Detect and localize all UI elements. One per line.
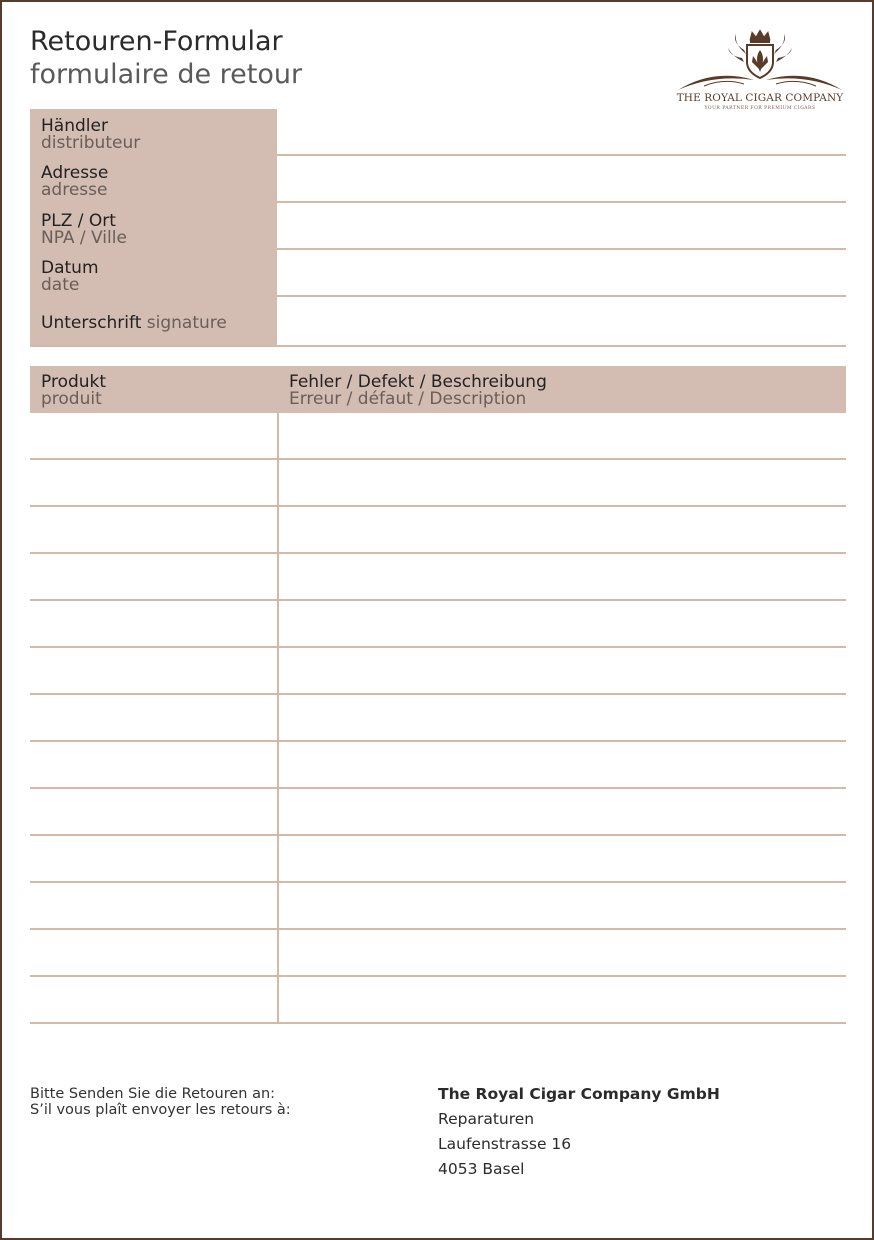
field-label-de: Unterschrift [41, 313, 142, 333]
column-divider [277, 648, 279, 695]
column-divider [277, 695, 279, 742]
field-label [41, 313, 227, 333]
instructions-de: Bitte Senden Sie die Retouren an: [30, 1086, 276, 1102]
column-divider [277, 601, 279, 648]
column-header-description-fr: Erreur / défaut / Description [289, 389, 527, 409]
table-header [30, 366, 846, 413]
table-row[interactable] [30, 507, 846, 554]
company-logo [674, 28, 846, 118]
info-bottom-rule [30, 345, 846, 347]
logo-wordmark: THE ROYAL CIGAR COMPANY [676, 92, 844, 104]
column-divider [277, 554, 279, 601]
table-row[interactable] [30, 977, 846, 1024]
crown-crest-icon [674, 28, 846, 92]
instructions-fr: S’il vous plaît envoyer les retours à: [30, 1102, 291, 1118]
table-row[interactable] [30, 554, 846, 601]
field-label: Händler [41, 116, 108, 136]
field-date[interactable] [30, 250, 846, 297]
table-row[interactable] [30, 695, 846, 742]
table-row[interactable] [30, 930, 846, 977]
column-divider [277, 742, 279, 789]
field-label-fr: distributeur [41, 133, 141, 153]
field-address[interactable] [30, 156, 846, 203]
column-divider [277, 460, 279, 507]
table-row[interactable] [30, 883, 846, 930]
table-row[interactable] [30, 789, 846, 836]
return-instructions [30, 1086, 291, 1118]
address-department: Reparaturen [438, 1110, 535, 1128]
page-subtitle: formulaire de retour [30, 59, 303, 90]
column-header-product-fr: produit [41, 389, 102, 409]
column-divider [277, 930, 279, 977]
table-row[interactable] [30, 742, 846, 789]
column-divider [277, 883, 279, 930]
column-divider [277, 789, 279, 836]
column-divider [277, 977, 279, 1024]
address-company: The Royal Cigar Company GmbH [438, 1085, 720, 1103]
table-row[interactable] [30, 648, 846, 695]
field-postal-city[interactable] [30, 203, 846, 250]
table-row[interactable] [30, 836, 846, 883]
field-label-fr: adresse [41, 180, 108, 200]
column-header-product: Produkt [41, 372, 107, 392]
column-divider [277, 413, 279, 460]
field-label-fr: date [41, 275, 80, 295]
return-address [438, 1082, 720, 1182]
field-label-fr: signature [146, 313, 227, 333]
logo-tagline: YOUR PARTNER FOR PREMIUM CIGARS [704, 106, 816, 111]
address-city: 4053 Basel [438, 1160, 525, 1178]
table-row[interactable] [30, 460, 846, 507]
field-label: PLZ / Ort [41, 211, 116, 231]
column-divider [277, 507, 279, 554]
field-label-fr: NPA / Ville [41, 228, 127, 248]
field-label: Adresse [41, 163, 109, 183]
column-header-description: Fehler / Defekt / Beschreibung [289, 372, 547, 392]
address-street: Laufenstrasse 16 [438, 1135, 572, 1153]
field-dealer[interactable] [30, 109, 846, 156]
field-label: Datum [41, 258, 99, 278]
page-title: Retouren-Formular [30, 26, 283, 57]
row-rule [30, 1022, 846, 1024]
field-signature[interactable] [30, 297, 846, 344]
table-row[interactable] [30, 413, 846, 460]
column-divider [277, 836, 279, 883]
table-row[interactable] [30, 601, 846, 648]
